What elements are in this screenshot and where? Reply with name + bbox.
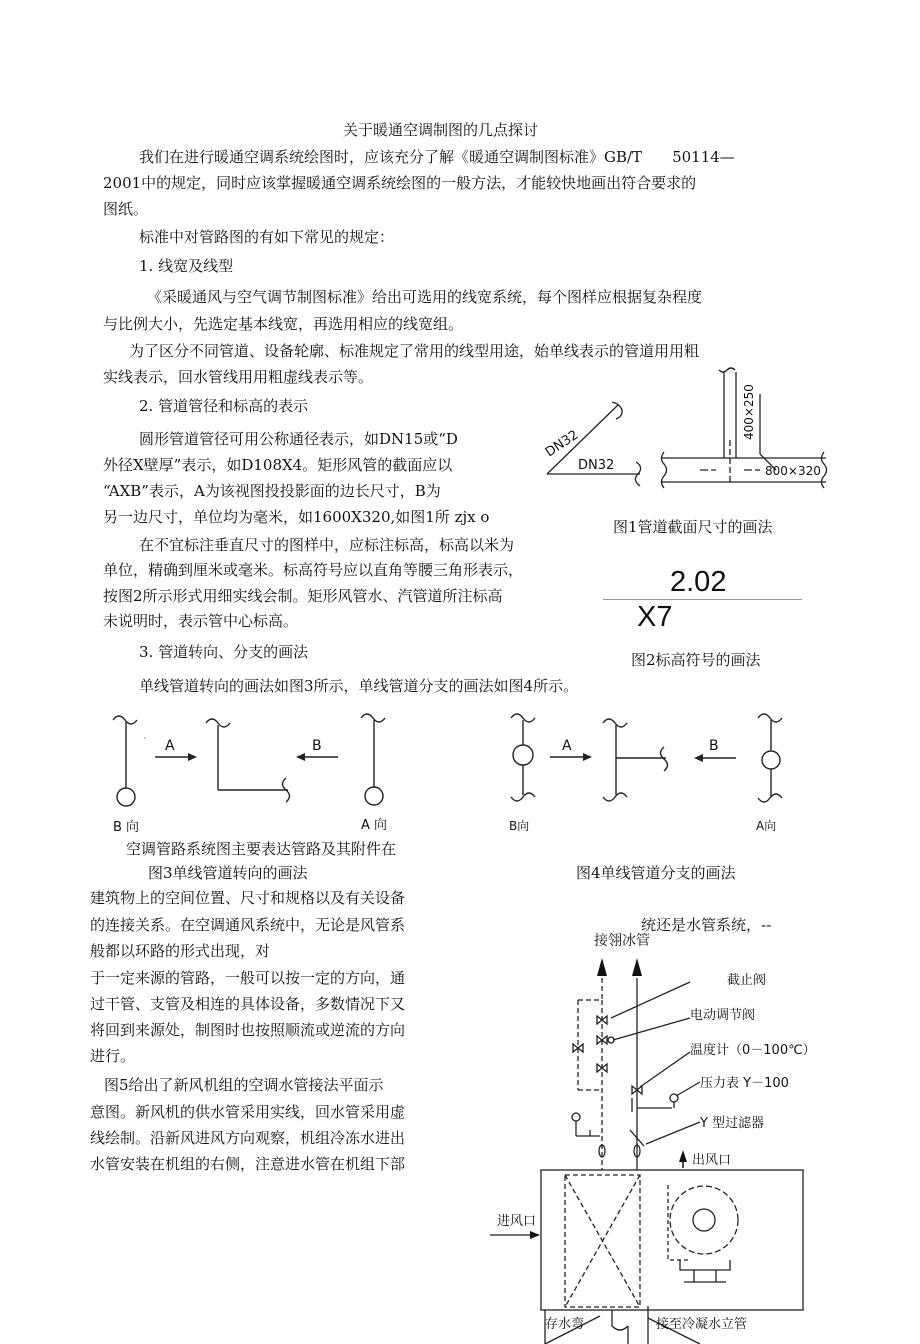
para6-line-7: 进行。 <box>90 1047 136 1065</box>
fig5-shutoff-valve-label: 截止阀 <box>727 973 767 988</box>
para2-line-2: 实线表示，回水管线用用粗虚线表示等。 <box>103 368 374 386</box>
fig3-right-view-label: A 向 <box>361 818 388 833</box>
para1-line-1: 《采暖通风与空气调节制图标准》给出可选用的线宽系统，每个图样应根据复杂程度 <box>147 288 703 306</box>
para7-line-1: 图5给出了新风机组的空调水管接法平面示 <box>104 1076 384 1094</box>
fig5-top-label: 接翎冰管 <box>594 933 650 949</box>
heading-1: 1. 线宽及线型 <box>139 257 234 275</box>
fig5-motor-valve-label: 电动调节阀 <box>690 1008 756 1023</box>
intro-line-1: 我们在进行暖通空调系统绘图时，应该充分了解《暖通空调制图标准》GB/T 50114— <box>139 148 735 166</box>
para4-line-1: 在不宜标注垂直尺寸的图样中，应标注标高，标高以米为 <box>139 536 515 554</box>
fig5-trap-label: 存水弯 <box>545 1317 585 1332</box>
fig1-horizontal-dim: 800×320 <box>765 464 821 478</box>
para6-lead: 空调管路系统图主要表达管路及其附件在 <box>126 840 397 858</box>
para4-line-3: 按图2所示形式用细实线会制。矩形风管水、汽管道所注标高 <box>103 587 503 605</box>
fig5-thermometer-label: 温度计（0－100℃） <box>690 1043 816 1058</box>
para6-line-1: 建筑物上的空间位置、尺寸和规格以及有关设备 <box>90 889 406 907</box>
fig2-elevation-value: 2.02 <box>670 566 727 598</box>
intro-line-2: 2001中的规定，同时应该掌握暖通空调系统绘图的一般方法，才能较快地画出符合要求的 <box>103 174 697 192</box>
para7-line-2: 意图。新风机的供水管采用实线，回水管采用虚 <box>90 1103 406 1121</box>
fig4-arrow-a-label: A <box>562 738 572 754</box>
para6-line-5: 过干管、支管及相连的具体设备，多数情况下又 <box>90 995 406 1013</box>
page-title: 关于暖通空调制图的几点探讨 <box>343 121 539 139</box>
para3-line-1: 圆形管道管径可用公称通径表示，如DN15或“D <box>139 430 458 448</box>
fig3-left-view-label: B 向 <box>113 820 140 835</box>
fig5-pressure-gauge-label: 压力表 Y－100 <box>700 1076 789 1091</box>
para6-line-4: 于一定来源的管路，一般可以按一定的方向，通 <box>90 969 406 987</box>
para4-line-4: 未说明时，表示管中心标高。 <box>103 612 299 630</box>
fig3-caption: 图3单线管道转向的画法 <box>148 864 308 882</box>
para5: 单线管道转向的画法如图3所示，单线管道分支的画法如图4所示。 <box>139 677 579 695</box>
fig4-caption: 图4单线管道分支的画法 <box>576 864 736 882</box>
para3-line-4: 另一边尺寸，单位均为毫米，如1600X320,如图1所 zjx o <box>103 508 490 526</box>
para1-line-2: 与比例大小，先选定基本线宽，再选用相应的线宽组。 <box>103 315 464 333</box>
standard-intro: 标准中对管路图的有如下常见的规定： <box>139 228 395 246</box>
para2-line-1: 为了区分不同管道、设备轮廓、标准规定了常用的线型用途，始单线表示的管道用用粗 <box>129 342 700 360</box>
para6-line-2: 的连接关系。在空调通风系统中，无论是风管系 <box>90 916 406 934</box>
fig5-y-filter-label: Y 型过滤器 <box>700 1116 765 1131</box>
fig5-air-inlet-label: 进风口 <box>497 1214 537 1229</box>
para6-line-3: 般都以环路的形式出现，对 <box>90 942 271 960</box>
fig5-air-outlet-label: 出风口 <box>692 1153 732 1168</box>
fig4-arrow-b-label: B <box>709 738 719 754</box>
fig4-right-view-label: A向 <box>756 819 777 833</box>
fig5-condensate-label: 接至冷凝水立管 <box>656 1317 748 1332</box>
fig4-left-view-label: B向 <box>509 819 530 833</box>
fig3-arrow-a-label: A <box>165 738 175 754</box>
para7-line-3: 线绘制。沿新风进风方向观察，机组冷冻水进出 <box>90 1129 406 1147</box>
intro-line-3: 图纸。 <box>103 200 149 218</box>
para7-line-4: 水管安装在机组的右侧，注意进水管在机组下部 <box>90 1155 406 1173</box>
fig1-caption: 图1管道截面尺寸的画法 <box>613 518 773 536</box>
heading-3: 3. 管道转向、分支的画法 <box>139 643 309 661</box>
fig1-dn-diagonal: DN32 <box>542 427 582 461</box>
para6-line-6: 将回到来源处，制图时也按照顺流或逆流的方向 <box>90 1021 406 1039</box>
heading-2: 2. 管道管径和标高的表示 <box>139 397 309 415</box>
para3-line-3: “AXB”表示，A为该视图投投影面的边长尺寸，B为 <box>103 482 441 500</box>
para3-line-2: 外径X壁厚”表示，如D108X4。矩形风管的截面应以 <box>103 456 453 474</box>
fig1-dn-horizontal: DN32 <box>578 458 615 473</box>
para4-line-2: 单位，精确到厘米或毫米。标高符号应以直角等腰三角形表示， <box>103 561 524 579</box>
fig2-caption: 图2标高符号的画法 <box>631 651 761 669</box>
fig3-arrow-b-label: B <box>312 738 322 754</box>
fig1-vertical-dim: 400×250 <box>742 384 756 440</box>
fig2-elevation-marker: X7 <box>637 601 673 633</box>
para6-line-2b: 统还是水管系统，-- <box>641 916 772 934</box>
svg-text:`: ` <box>143 737 148 748</box>
